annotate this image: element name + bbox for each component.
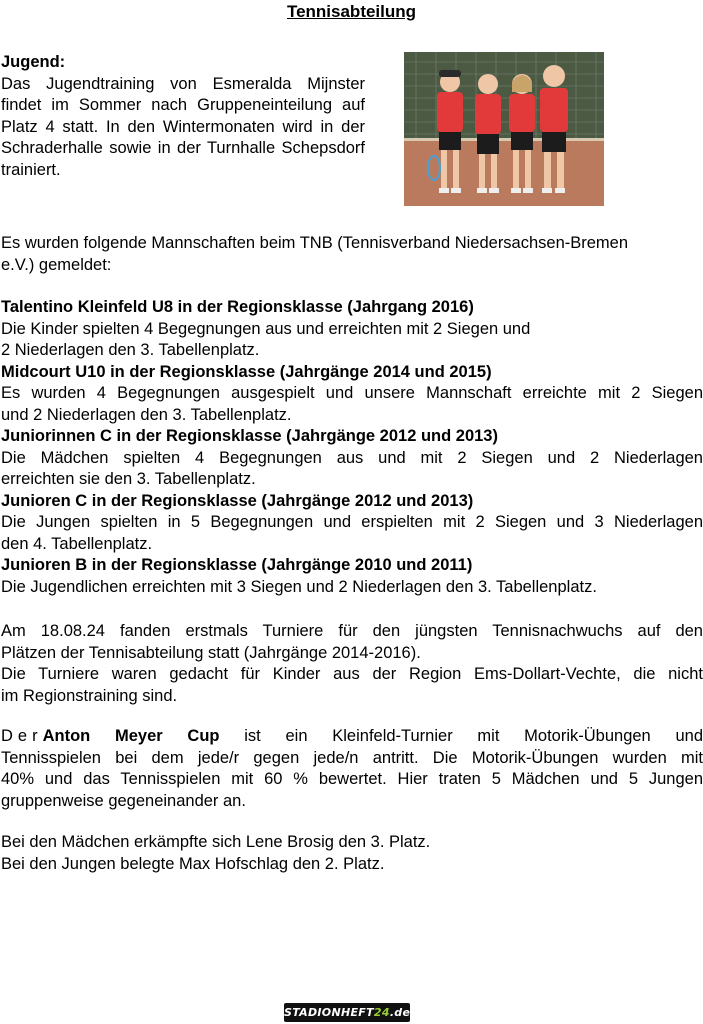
team-heading: Talentino Kleinfeld U8 in der Regionsklasse (Jahrgang 2016) — [1, 298, 474, 316]
team-text-line: erreichten sie den 3. Tabellenplatz. — [1, 470, 256, 488]
team-heading: Junioren C in der Regionsklasse (Jahrgänge 2012 und 2013) — [1, 491, 474, 510]
team-heading: Junioren B in der Regionsklasse (Jahrgänge 2010 und 2011) — [1, 556, 473, 574]
tournament-section — [1, 621, 703, 707]
youth-section — [1, 52, 365, 181]
team-text-line: den 4. Tabellenplatz. — [1, 534, 153, 553]
cup-line: gruppenweise gegeneinander an. — [1, 791, 246, 810]
youth-text: Das Jugendtraining von Esmeralda Mijnster findet im Sommer nach Gruppeneinteilung auf Platz 4 statt. In den Wintermonaten wird in der Schraderhalle sowie in der Turnhalle Schepsdorf trainiert. — [1, 74, 365, 179]
kids-photo-illustration — [404, 52, 604, 206]
team-text-line: Es wurden 4 Begegnungen ausgespielt und unsere Mannschaft erreichte mit 2 Siegen — [1, 384, 703, 402]
result-line: Bei den Mädchen erkämpfte sich Lene Brosig den 3. Platz. — [1, 833, 431, 851]
team-heading: Juniorinnen C in der Regionsklasse (Jahrgänge 2012 und 2013) — [1, 427, 498, 445]
team-text-line: Die Mädchen spielten 4 Begegnungen aus und mit 2 Siegen und 2 Niederlagen — [1, 448, 703, 467]
youth-photo — [404, 52, 604, 206]
tournament-line: Plätzen der Tennisabteilung statt (Jahrgänge 2014-2016). — [1, 643, 421, 662]
teams-list — [1, 297, 703, 598]
team-text-line: und 2 Niederlagen den 3. Tabellenplatz. — [1, 405, 292, 424]
cup-line: 40% und das Tennisspielen mit 60 % bewertet. Hier traten 5 Mädchen und 5 Jungen — [1, 770, 703, 788]
tournament-line: im Regionstraining sind. — [1, 686, 178, 705]
teams-intro — [1, 233, 703, 276]
cup-prefix: Der — [1, 727, 43, 745]
team-text-line: Die Kinder spielten 4 Begegnungen aus und erreichten mit 2 Siegen und — [1, 319, 531, 338]
cup-first-line — [1, 726, 703, 748]
youth-heading: Jugend: — [1, 53, 66, 71]
logo-main: STADIONHEFT — [284, 1006, 374, 1019]
team-heading: Midcourt U10 in der Regionsklasse (Jahrgänge 2014 und 2015) — [1, 362, 492, 381]
tournament-line: Am 18.08.24 fanden erstmals Turniere für den jüngsten Tennisnachwuchs auf den — [1, 622, 703, 640]
team-text-line: Die Jugendlichen erreichten mit 3 Siegen und 2 Niederlagen den 3. Tabellenplatz. — [1, 577, 597, 596]
team-text-line: Die Jungen spielten in 5 Begegnungen und erspielten mit 2 Siegen und 3 Niederlagen — [1, 513, 703, 531]
logo-suffix: .de — [389, 1006, 411, 1019]
teams-intro-line: e.V.) gemeldet: — [1, 255, 112, 274]
result-line: Bei den Jungen belegte Max Hofschlag den 2. Platz. — [1, 854, 385, 873]
stadionheft-logo — [284, 1003, 410, 1022]
teams-intro-line: Es wurden folgende Mannschaften beim TNB (Tennisverband Niedersachsen-Bremen — [1, 234, 629, 252]
cup-name: Anton Meyer Cup — [42, 727, 220, 745]
page-title: Tennisabteilung — [286, 2, 417, 21]
cup-section — [1, 726, 703, 812]
cup-line: Tennisspielen bei dem jede/r gegen jede/n antritt. Die Motorik-Übungen wurden mit — [1, 748, 703, 767]
tournament-line: Die Turniere waren gedacht für Kinder aus der Region Ems-Dollart-Vechte, die nicht — [1, 665, 703, 683]
logo-number: 24 — [373, 1006, 390, 1019]
team-text-line: 2 Niederlagen den 3. Tabellenplatz. — [1, 341, 260, 359]
cup-first-line-rest: ist ein Kleinfeld-Turnier mit Motorik-Übungen und — [244, 727, 703, 745]
results-section — [1, 832, 703, 875]
